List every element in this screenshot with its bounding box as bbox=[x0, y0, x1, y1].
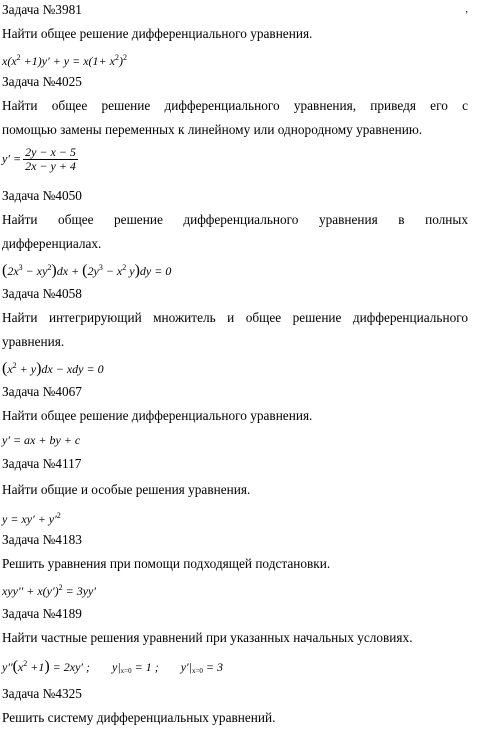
task-title: Задача №4025 bbox=[2, 74, 82, 89]
formula: $y''(x^2 +1) = 2xy'$ ; $y|_{x=0} = 1$ ; $y'|_{x=0} = 3$ bbox=[2, 658, 224, 675]
formula: $(x^2 + y)dx$ − xdy = 0 bbox=[2, 360, 104, 377]
corner-mark: , bbox=[465, 4, 468, 15]
task-text: Решить систему дифференциальных уравнений. bbox=[2, 710, 276, 725]
task-text: Решить уравнения при помощи подходящей подстановки. bbox=[2, 556, 331, 571]
task-text: Найти интегрирующий множитель и общее решение дифференциального bbox=[2, 310, 468, 325]
task-text: Найти общее решение дифференциального уравнения. bbox=[2, 408, 313, 423]
task-title: Задача №3981 bbox=[2, 2, 82, 17]
task-text: Найти общее решение дифференциального уравнения, приведя его с bbox=[2, 98, 468, 113]
task-text: дифференциалах. bbox=[2, 236, 102, 251]
task-text: Найти общее решение дифференциального уравнения. bbox=[2, 26, 313, 41]
formula: y′ = ax + by + c bbox=[2, 433, 81, 447]
formula: y′ = $\frac{2y - x - 5}{2x - y + 4}$ bbox=[2, 145, 76, 173]
formula: $xyy'' + x(y')^2 = 3yy'$ bbox=[2, 583, 96, 598]
task-text: уравнения. bbox=[2, 334, 65, 349]
task-text: Найти общие и особые решения уравнения. bbox=[2, 482, 251, 497]
formula: $y = xy' + y'^2$ bbox=[2, 511, 61, 526]
task-text: Найти частные решения уравнений при указанных начальных условиях. bbox=[2, 630, 413, 645]
task-title: Задача №4325 bbox=[2, 686, 82, 701]
task-title: Задача №4183 bbox=[2, 532, 82, 547]
task-title: Задача №4067 bbox=[2, 384, 82, 399]
task-text: помощью замены переменных к линейному или однородному уравнению. bbox=[2, 122, 423, 137]
formula: $(2x^3 - xy^2)dx + (2y^3 - x^2$ y)dy = 0 bbox=[2, 262, 172, 279]
task-title: Задача №4058 bbox=[2, 286, 82, 301]
task-text: Найти общее решение дифференциального уравнения в полных bbox=[2, 212, 468, 227]
task-title: Задача №4189 bbox=[2, 606, 82, 621]
task-title: Задача №4117 bbox=[2, 456, 82, 471]
formula: $x(x^2 +1)y' + y = x(1+ x^2)^2$ bbox=[2, 53, 127, 68]
task-title: Задача №4050 bbox=[2, 188, 82, 203]
